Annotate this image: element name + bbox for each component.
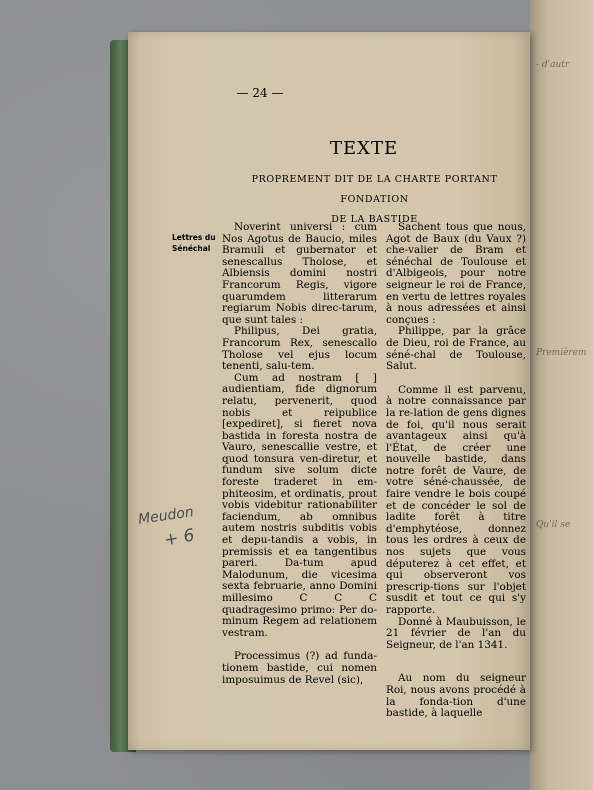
latin-paragraph: Cum ad nostram [ ] audientiam, fide dignorum relatu, pervenerit, quod nobis et reipublice [expediret], si fieret nova bastida in foresta nostra de Vauro, senescallie vestre, et quod tonsura ven-diretur, et fundum sive solum dicte foreste traderet in em-phiteosim, et ordinatis, prout vobis videbitur rationabiliter faciendum, ab omnibus autem nostris subditis vobis et depu-tandis a vobis, in premissis et ea tangentibus pareri. Da-tum apud Malodunum, die vicesima sexta februarie, anno Domini millesimo C C C quadragesimo primo: Per do-minum Regem ad relationem vestram.	[222, 371, 377, 639]
latin-column	[222, 222, 377, 686]
french-paragraph: Donné à Maubuisson, le 21 février de l'an du Seigneur, de l'an 1341.	[386, 615, 526, 651]
page-number: — 24 —	[236, 86, 284, 100]
adjacent-page-text: Qu'il se	[536, 520, 571, 530]
latin-paragraph: Noverint universi : cum Nos Agotus de Baucio, miles Bramuli et gubernator et senescallus Tholose, et Albiensis domini nostri Francorum Regis, vigore quarumdem litterarum regiarum Nobis direc-tarum, que sunt tales :	[222, 221, 377, 326]
latin-paragraph: Philipus, Dei gratia, Francorum Rex, senescallo Tholose vel ejus locum tenenti, salu-tem.	[222, 325, 377, 373]
margin-note	[172, 232, 220, 254]
subtitle-line: PROPREMENT DIT DE LA CHARTE PORTANT FONDATION	[251, 174, 498, 205]
margin-note-line: Sénéchal	[172, 244, 211, 253]
handwritten-annotation	[138, 500, 218, 570]
french-paragraph: Au nom du seigneur Roi, nous avons procédé à la fonda-tion d'une bastide, à laquelle	[386, 672, 526, 720]
subtitle-line: DE LA BASTIDE	[331, 214, 418, 225]
french-paragraph: Philippe, par la grâce de Dieu, roi de France, au séné-chal de Toulouse, Salut.	[386, 325, 526, 373]
page-title: TEXTE	[330, 138, 399, 159]
handwritten-line: Meudon	[137, 504, 195, 528]
adjacent-page-edge	[530, 0, 593, 790]
margin-note-line: Lettres du	[172, 233, 216, 242]
handwritten-line: + 6	[162, 525, 196, 551]
french-paragraph: Comme il est parvenu, à notre connaissance par la re-lation de gens dignes de foi, qu'il nous serait avantageux ainsi qu'à l'État, de créer une nouvelle bastide, dans notre forêt de Vaure, de votre séné-chaussée, de faire vendre le bois coupé et de concéder le sol de ladite forêt à titre d'emphytéose, donnez tous les ordres à ceux de nos sujets que vous députerez à cet effet, et qui observeront vos prescrip-tions sur l'objet susdit et tout ce qui s'y rapporte.	[386, 383, 526, 616]
french-column	[386, 222, 526, 720]
adjacent-page-text: Premièrem	[536, 348, 587, 358]
french-paragraph: Sachent tous que nous, Agot de Baux (du Vaux ?) che-valier de Bram et sénéchal de Toulouse et d'Albigeois, pour notre seigneur le roi de France, en vertu de lettres royales à nous adressées et ainsi conçues :	[386, 221, 526, 326]
adjacent-page-text: - d'autr	[536, 60, 570, 70]
latin-paragraph: Processimus (?) ad funda-tionem bastide, cui nomen imposuimus de Revel (sic),	[222, 650, 377, 686]
